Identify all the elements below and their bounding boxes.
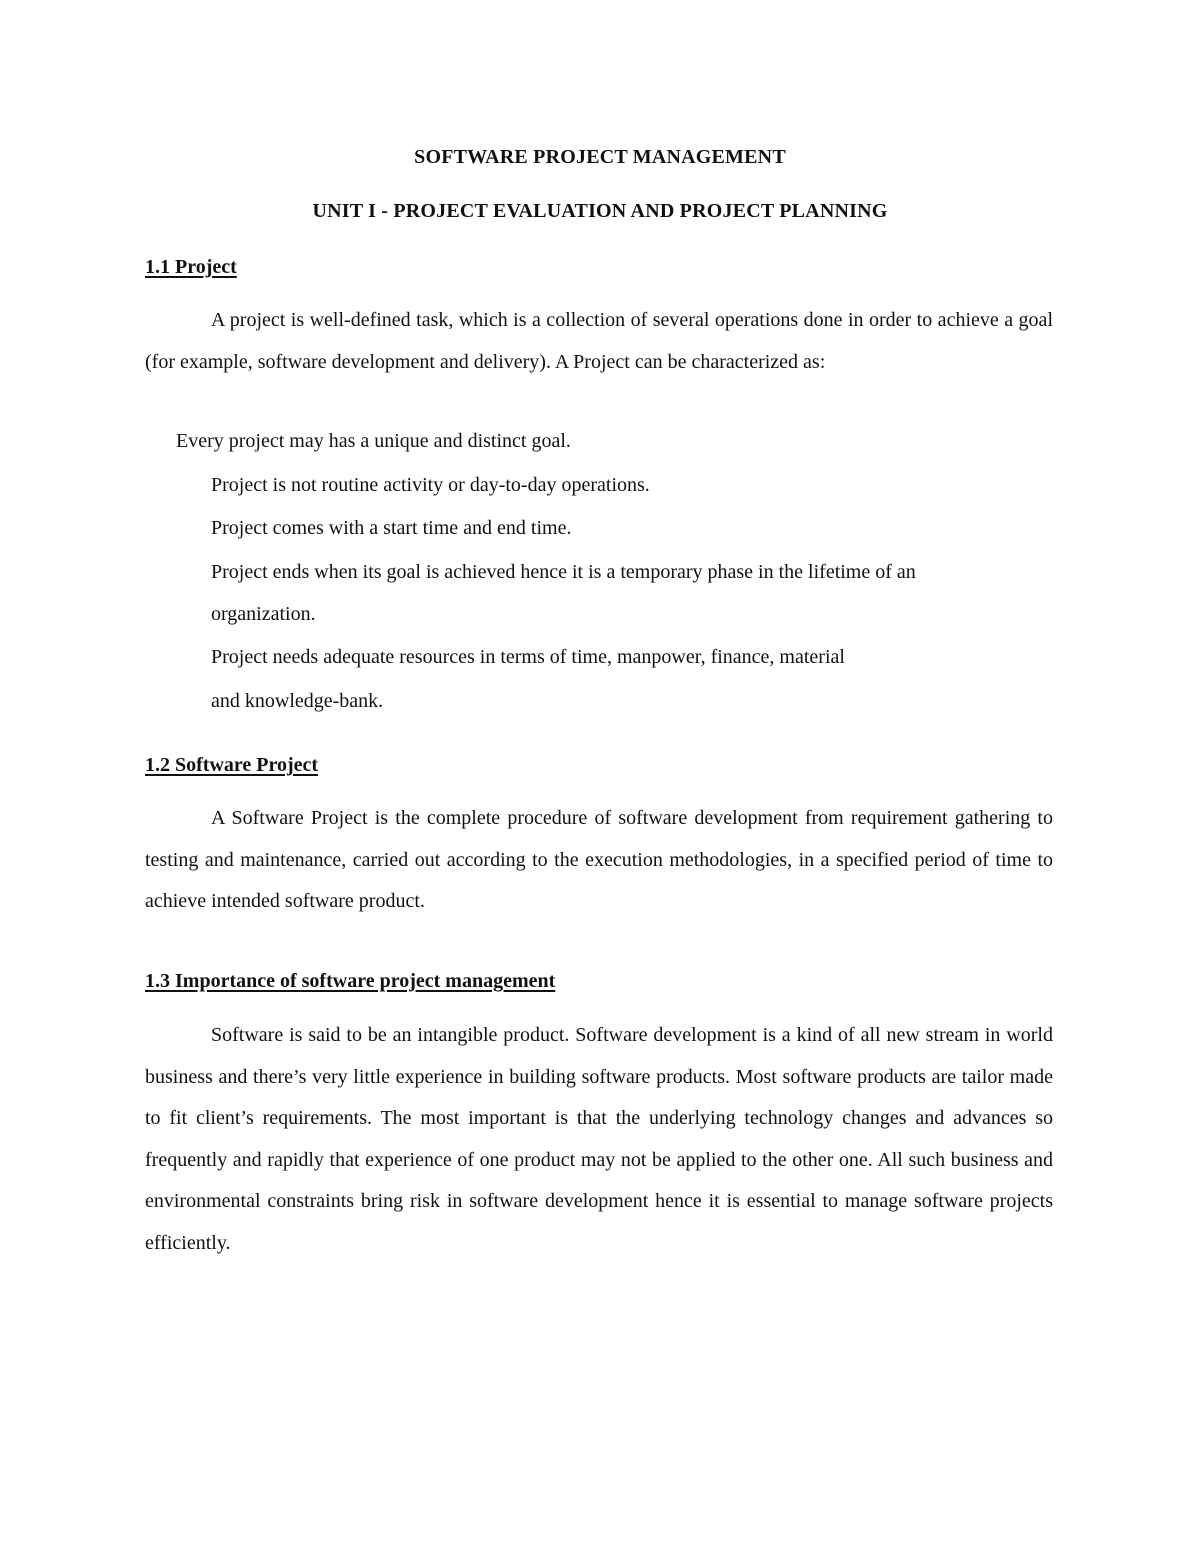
project-point-1: Every project may has a unique and distinct goal. (176, 430, 571, 452)
section-heading-importance: 1.3 Importance of software project management (145, 970, 556, 992)
project-point-5: Project needs adequate resources in terms of time, manpower, finance, material (211, 646, 845, 668)
section-importance-body: Software is said to be an intangible product. Software development is a kind of all new stream in world business and there’s very little experience in building software products. Most software products are tailor made to fit client’s requirements. The most important is that the underlying technology changes and advances so frequently and rapidly that experience of one product may not be applied to the other one. All such business and environmental constraints bring risk in software development hence it is essential to manage software projects efficiently. (145, 1024, 1053, 1254)
unit-title: UNIT I - PROJECT EVALUATION AND PROJECT PLANNING (312, 200, 888, 222)
project-point-4-continued: organization. (211, 603, 316, 625)
document-title: SOFTWARE PROJECT MANAGEMENT (414, 146, 786, 168)
section-software-project-body: A Software Project is the complete procedure of software development from requirement gathering to testing and maintenance, carried out according to the execution methodologies, in a specified period of time to achieve intended software product. (145, 807, 1053, 912)
project-point-5-continued: and knowledge-bank. (211, 690, 384, 712)
section-heading-software-project: 1.2 Software Project (145, 754, 319, 776)
project-point-4: Project ends when its goal is achieved hence it is a temporary phase in the lifetime of an (211, 561, 916, 583)
section-project-intro: A project is well-defined task, which is a collection of several operations done in order to achieve a goal (for example, software development and delivery). A Project can be characterized as: (145, 309, 1053, 373)
project-point-3: Project comes with a start time and end time. (211, 517, 572, 539)
project-point-2: Project is not routine activity or day-to-day operations. (211, 474, 650, 496)
section-heading-project: 1.1 Project (145, 256, 237, 278)
